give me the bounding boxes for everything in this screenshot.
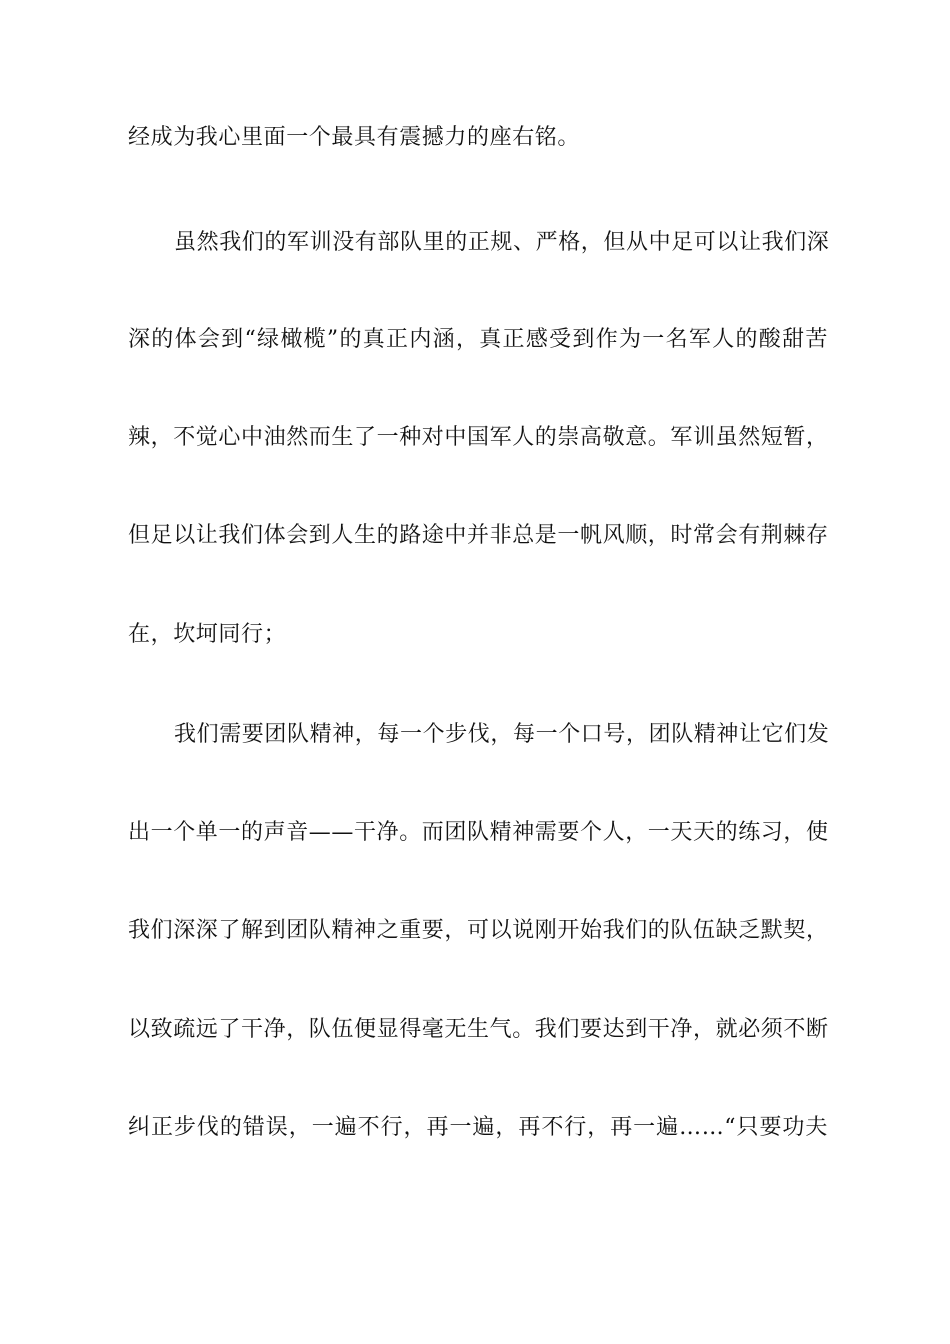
paragraph-line: 虽然我们的军训没有部队里的正规、严格，但从中足可以让我们深	[174, 230, 830, 255]
paragraph-line: 经成为我心里面一个最具有震撼力的座右铭。	[128, 125, 581, 150]
paragraph-line: 辣，不觉心中油然而生了一种对中国军人的崇高敬意。军训虽然短暂，	[128, 425, 829, 450]
paragraph-line: 我们深深了解到团队精神之重要，可以说刚开始我们的队伍缺乏默契，	[128, 918, 829, 943]
paragraph-line: 深的体会到“绿橄榄”的真正内涵，真正感受到作为一名军人的酸甜苦	[128, 327, 828, 352]
paragraph-line: 但足以让我们体会到人生的路途中并非总是一帆风顺，时常会有荆棘存	[128, 523, 829, 548]
paragraph-line: 在，坎坷同行；	[128, 622, 287, 647]
paragraph-line: 以致疏远了干净，队伍便显得毫无生气。我们要达到干净，就必须不断	[128, 1017, 829, 1042]
paragraph-line: 纠正步伐的错误，一遍不行，再一遍，再不行，再一遍……“只要功夫	[128, 1115, 828, 1140]
paragraph-line: 出一个单一的声音——干净。而团队精神需要个人，一天天的练习，使	[128, 820, 829, 845]
paragraph-line: 我们需要团队精神，每一个步伐，每一个口号，团队精神让它们发	[174, 722, 830, 747]
